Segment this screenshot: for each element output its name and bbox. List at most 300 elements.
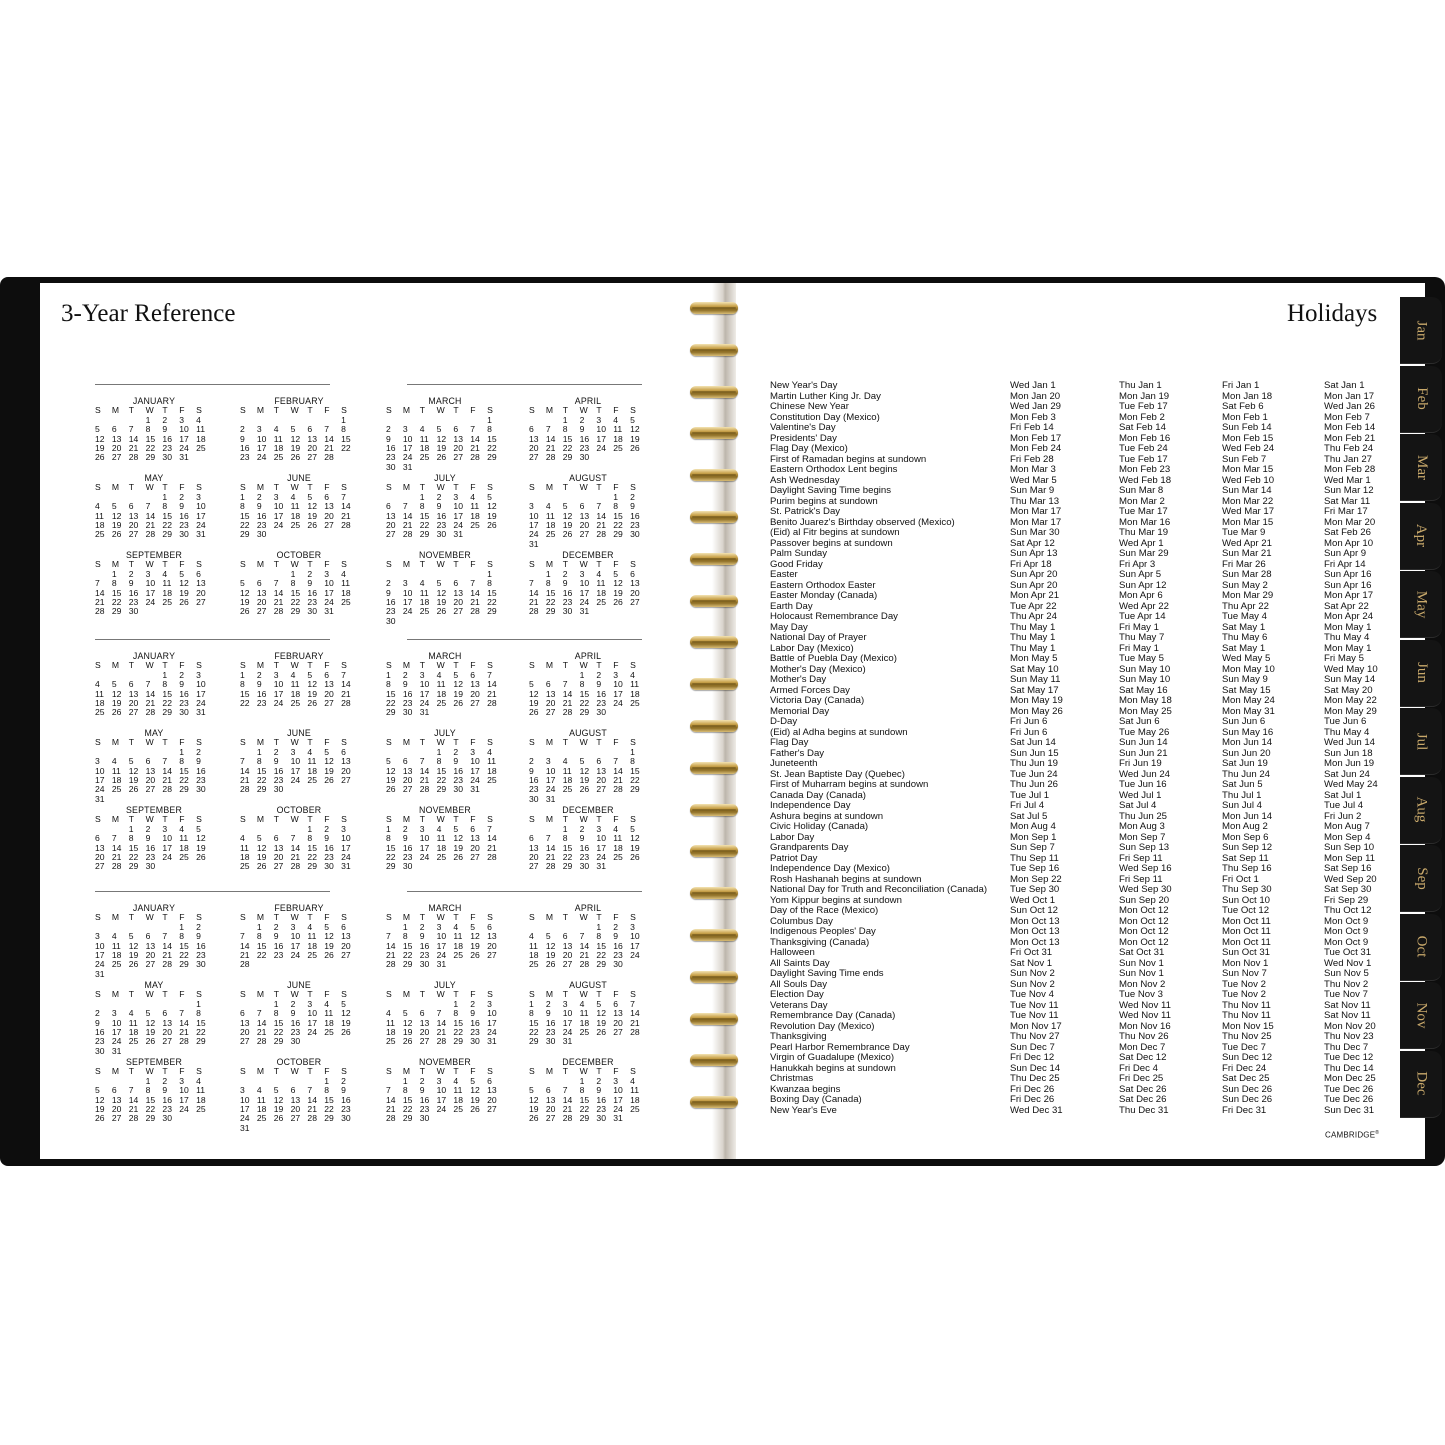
weekday-label: T	[128, 814, 134, 825]
calendar-day: 16	[128, 587, 139, 598]
weekday-label: S	[529, 912, 535, 923]
calendar-day: 8	[256, 931, 262, 942]
holiday-date: Thu Nov 11	[1222, 1010, 1271, 1021]
weekday-label: T	[453, 989, 459, 1000]
calendar-day: 9	[402, 833, 408, 844]
holiday-date: Sat May 1	[1222, 642, 1266, 654]
calendar-day: 15	[145, 1094, 156, 1105]
calendar-day: 18	[324, 1017, 334, 1028]
tab-oct[interactable]	[1400, 914, 1442, 981]
calendar-day: 30	[179, 529, 189, 540]
calendar-day: 12	[529, 1094, 539, 1105]
calendar-day: 24	[453, 520, 463, 531]
calendar-day: 16	[179, 510, 189, 521]
month-calendar	[529, 1058, 647, 1124]
calendar-day: 1	[402, 1075, 408, 1086]
holiday-date: Mon Aug 3	[1119, 821, 1165, 832]
calendar-day: 28	[562, 707, 573, 718]
weekday-label: T	[162, 405, 168, 416]
holiday-date: Sun Sep 7	[1010, 842, 1055, 853]
calendar-day: 15	[179, 765, 189, 776]
calendar-day: 25	[95, 707, 105, 718]
calendar-day: 20	[240, 1027, 250, 1038]
calendar-day: 12	[128, 765, 139, 776]
weekday-label: S	[196, 737, 202, 748]
weekday-label: T	[162, 482, 168, 493]
calendar-day: 12	[487, 501, 497, 512]
holiday-date: Mon Jan 20	[1010, 390, 1061, 402]
calendar-day: 11	[307, 931, 317, 942]
calendar-day: 12	[324, 931, 334, 942]
calendar-day: 14	[145, 510, 156, 521]
calendar-day: 19	[402, 1027, 413, 1038]
calendar-day: 11	[341, 578, 351, 589]
weekday-label: F	[324, 405, 330, 416]
calendar-day: 10	[613, 1085, 623, 1096]
calendar-day: 11	[256, 1094, 266, 1105]
weekday-label: F	[179, 482, 185, 493]
calendar-day: 26	[256, 861, 267, 872]
tab-apr[interactable]	[1400, 503, 1442, 570]
calendar-day: 23	[256, 698, 267, 709]
calendar-day: 16	[453, 765, 463, 776]
calendar-day: 18	[95, 520, 105, 531]
calendar-day: 8	[179, 931, 185, 942]
calendar-day: 24	[487, 1027, 497, 1038]
calendar-day: 29	[402, 1113, 413, 1124]
holiday-date: Sun May 16	[1222, 726, 1274, 738]
calendar-day: 14	[162, 940, 172, 951]
calendar-day: 12	[290, 433, 301, 444]
calendar-day: 13	[128, 688, 139, 699]
tab-jul[interactable]	[1400, 708, 1442, 775]
calendar-day: 31	[179, 452, 189, 463]
calendar-day: 14	[341, 501, 351, 512]
holiday-row	[770, 801, 1390, 812]
month-name: JULY	[434, 980, 456, 990]
calendar-day: 12	[453, 833, 463, 844]
holiday-date: Thu May 7	[1119, 632, 1165, 643]
calendar-day: 9	[596, 679, 602, 690]
month-name: DECEMBER	[562, 1057, 614, 1067]
calendar-day: 28	[470, 606, 480, 617]
weekday-label: W	[145, 814, 154, 825]
weekday-label: S	[529, 989, 535, 1000]
calendar-day: 31	[95, 793, 105, 804]
holiday-name: Juneteenth	[770, 758, 818, 769]
weekday-label: W	[145, 559, 154, 570]
month-grid	[529, 483, 647, 549]
month-name: JANUARY	[132, 903, 176, 913]
calendar-day: 26	[613, 597, 623, 608]
calendar-day: 18	[273, 443, 284, 454]
calendar-day: 2	[128, 568, 134, 579]
holiday-date: Sun Apr 20	[1010, 569, 1058, 580]
holiday-date: Tue Sep 30	[1010, 884, 1060, 895]
calendar-day: 24	[545, 784, 556, 795]
weekday-label: W	[436, 912, 445, 923]
holiday-date: Mon Oct 12	[1119, 905, 1169, 916]
holiday-date: Mon Nov 17	[1010, 1020, 1062, 1032]
calendar-day: 2	[613, 921, 619, 932]
calendar-day: 11	[196, 424, 206, 435]
calendar-day: 9	[596, 1085, 602, 1096]
calendar-day: 9	[273, 756, 279, 767]
holiday-date: Fri Dec 25	[1119, 1073, 1164, 1084]
holiday-date: Thu Mar 19	[1119, 527, 1169, 538]
weekday-label: W	[436, 482, 445, 493]
calendar-day: 21	[562, 698, 573, 709]
weekday-label: T	[596, 912, 602, 923]
calendar-day: 21	[162, 950, 172, 961]
holiday-date: Sat Jul 5	[1010, 810, 1048, 822]
holiday-date: Mon Mar 15	[1222, 516, 1274, 528]
calendar-day: 27	[529, 452, 539, 463]
calendar-day: 27	[579, 529, 590, 540]
holiday-date: Sun May 9	[1222, 674, 1268, 685]
calendar-day: 25	[111, 784, 122, 795]
calendar-day: 26	[453, 852, 463, 863]
weekday-label: M	[256, 912, 265, 923]
calendar-day: 5	[613, 568, 619, 579]
holiday-row	[770, 444, 1390, 455]
calendar-day: 13	[470, 679, 480, 690]
calendar-day: 22	[562, 443, 573, 454]
calendar-day: 7	[307, 1085, 313, 1096]
holiday-date: Tue Jun 24	[1010, 768, 1058, 780]
calendar-day: 7	[562, 679, 568, 690]
holiday-date: Tue Nov 2	[1222, 978, 1266, 990]
calendar-day: 25	[95, 529, 105, 540]
holiday-row	[770, 780, 1390, 791]
holiday-date: Sun Dec 12	[1222, 1052, 1273, 1063]
calendar-day: 1	[196, 998, 201, 1009]
calendar-day: 20	[273, 852, 284, 863]
calendar-day: 4	[562, 756, 568, 767]
calendar-day: 11	[562, 765, 572, 776]
calendar-day: 24	[402, 606, 413, 617]
month-calendar	[529, 652, 647, 718]
calendar-day: 21	[341, 688, 351, 699]
calendar-day: 14	[386, 1094, 396, 1105]
calendar-day: 21	[470, 443, 480, 454]
calendar-day: 9	[273, 931, 279, 942]
calendar-day: 29	[562, 861, 573, 872]
holiday-date: Mon Feb 28	[1324, 464, 1376, 475]
holiday-name: Day of the Race (Mexico)	[770, 905, 879, 916]
calendar-day: 12	[630, 833, 640, 844]
holiday-row	[770, 381, 1390, 392]
calendar-day: 12	[529, 688, 539, 699]
weekday-label: F	[179, 1066, 185, 1077]
calendar-day: 6	[273, 833, 279, 844]
holiday-date: Mon Feb 21	[1324, 432, 1376, 444]
calendar-day: 12	[256, 842, 267, 853]
holiday-date: Mon Apr 21	[1010, 590, 1060, 601]
weekday-label: S	[386, 989, 392, 1000]
holiday-date: Sun Jun 14	[1119, 737, 1168, 748]
tab-jun[interactable]	[1400, 640, 1442, 707]
calendar-day: 3	[273, 491, 279, 502]
calendar-day: 24	[273, 698, 284, 709]
calendar-day: 14	[470, 433, 480, 444]
weekday-label: M	[111, 559, 120, 570]
month-name: OCTOBER	[276, 805, 322, 815]
holiday-name: May Day	[770, 621, 808, 633]
tab-feb[interactable]	[1400, 366, 1442, 433]
holiday-date: Thu Jun 19	[1010, 758, 1059, 769]
calendar-day: 30	[419, 959, 430, 970]
calendar-day: 27	[111, 1113, 122, 1124]
calendar-day: 25	[386, 1036, 396, 1047]
calendar-day: 22	[111, 597, 122, 608]
holiday-date: Sun Oct 12	[1010, 905, 1058, 916]
calendar-day: 26	[630, 443, 640, 454]
calendar-day: 25	[273, 452, 284, 463]
calendar-day: 11	[596, 578, 606, 589]
calendar-day: 12	[307, 501, 317, 512]
calendar-day: 23	[453, 775, 463, 786]
weekday-label: T	[128, 989, 134, 1000]
calendar-day: 18	[196, 1094, 206, 1105]
weekday-label: M	[402, 1066, 411, 1077]
holiday-date: Sat Oct 31	[1119, 947, 1165, 958]
holiday-date: Mon Feb 7	[1324, 411, 1370, 423]
holiday-date: Mon Oct 13	[1010, 936, 1060, 948]
calendar-day: 25	[196, 1104, 206, 1115]
holiday-date: Mon Jun 14	[1222, 810, 1273, 822]
holiday-date: Sun May 11	[1010, 674, 1061, 685]
tab-nov[interactable]	[1400, 982, 1442, 1049]
holiday-date: Mon Apr 24	[1324, 611, 1374, 622]
calendar-day: 18	[419, 443, 430, 454]
calendar-day: 25	[562, 784, 573, 795]
weekday-label: S	[487, 482, 493, 493]
calendar-day: 23	[240, 452, 250, 463]
calendar-day: 21	[128, 443, 139, 454]
weekday-label: T	[596, 660, 602, 671]
calendar-day: 26	[324, 950, 334, 961]
calendar-day: 3	[179, 1075, 185, 1086]
holiday-date: Wed Jan 26	[1324, 401, 1376, 412]
calendar-day: 13	[545, 688, 556, 699]
tab-aug[interactable]	[1400, 777, 1442, 844]
holiday-date: Mon Dec 25	[1324, 1073, 1376, 1084]
holiday-date: Wed Sep 16	[1119, 863, 1172, 874]
calendar-day: 10	[111, 1017, 122, 1028]
holiday-row	[770, 392, 1390, 403]
calendar-day: 23	[341, 1104, 351, 1115]
holiday-date: Thu Nov 25	[1222, 1031, 1272, 1042]
calendar-day: 4	[196, 1075, 201, 1086]
holiday-date: Wed Jan 1	[1010, 380, 1056, 391]
holiday-date: Thu Sep 11	[1010, 852, 1059, 864]
holiday-name: Eastern Orthodox Lent begins	[770, 464, 898, 475]
weekday-label: F	[470, 989, 476, 1000]
calendar-day: 4	[111, 931, 117, 942]
holiday-row	[770, 1085, 1390, 1096]
weekday-label: S	[341, 912, 347, 923]
calendar-day: 5	[307, 669, 313, 680]
calendar-day: 17	[145, 587, 156, 598]
weekday-label: S	[341, 1066, 347, 1077]
holiday-date: Mon Mar 3	[1010, 464, 1056, 475]
calendar-day: 27	[145, 959, 156, 970]
calendar-day: 6	[240, 1008, 245, 1019]
tab-may[interactable]	[1400, 571, 1442, 638]
calendar-day: 21	[128, 1104, 139, 1115]
calendar-day: 14	[562, 1094, 573, 1105]
weekday-label: W	[145, 660, 154, 671]
holiday-date: Thu Dec 31	[1119, 1104, 1169, 1116]
year-divider	[407, 384, 642, 385]
calendar-day: 6	[630, 568, 635, 579]
calendar-day: 20	[145, 950, 156, 961]
weekday-label: M	[256, 559, 265, 570]
calendar-day: 16	[545, 1017, 556, 1028]
calendar-day: 27	[196, 597, 206, 608]
weekday-label: M	[545, 912, 554, 923]
weekday-label: S	[196, 482, 202, 493]
month-name: JULY	[434, 728, 456, 738]
calendar-day: 15	[630, 765, 640, 776]
holiday-date: Sat Sep 16	[1324, 863, 1372, 874]
calendar-day: 17	[256, 443, 267, 454]
calendar-day: 25	[128, 1036, 139, 1047]
calendar-day: 2	[402, 669, 408, 680]
holiday-date: Wed Dec 31	[1010, 1104, 1063, 1116]
holiday-date: Mon Jan 18	[1222, 390, 1273, 402]
calendar-day: 25	[613, 852, 623, 863]
month-grid	[386, 661, 504, 717]
calendar-day: 14	[402, 510, 413, 521]
tab-mar[interactable]	[1400, 434, 1442, 501]
weekday-label: S	[341, 559, 347, 570]
weekday-label: S	[529, 660, 535, 671]
calendar-day: 2	[453, 746, 459, 757]
holiday-name: Labor Day (Mexico)	[770, 642, 854, 654]
holiday-date: Mon Feb 17	[1010, 432, 1062, 444]
calendar-day: 11	[453, 931, 463, 942]
weekday-label: T	[596, 405, 602, 416]
calendar-day: 26	[596, 1027, 606, 1038]
calendar-day: 14	[307, 1094, 317, 1105]
holiday-name: National Day for Truth and Reconciliation (Canada)	[770, 884, 988, 895]
month-calendar	[240, 652, 358, 708]
calendar-day: 19	[529, 698, 539, 709]
calendar-day: 30	[596, 707, 606, 718]
calendar-day: 16	[386, 443, 396, 454]
calendar-day: 9	[579, 424, 585, 435]
calendar-day: 21	[562, 1104, 573, 1115]
weekday-label: M	[256, 737, 265, 748]
calendar-day: 31	[453, 529, 463, 540]
calendar-day: 4	[111, 756, 117, 767]
calendar-day: 15	[111, 587, 122, 598]
holiday-row	[770, 549, 1390, 560]
calendar-day: 4	[453, 1075, 459, 1086]
holiday-date: Sat Dec 26	[1119, 1094, 1167, 1105]
spiral-ring	[690, 762, 738, 774]
calendar-day: 28	[613, 784, 623, 795]
calendar-day: 19	[307, 688, 317, 699]
holiday-date: Sat Dec 26	[1119, 1083, 1167, 1095]
weekday-label: T	[128, 1066, 134, 1077]
calendar-day: 29	[419, 529, 430, 540]
calendar-day: 4	[487, 746, 492, 757]
weekday-label: M	[545, 989, 554, 1000]
calendar-day: 24	[562, 1027, 573, 1038]
calendar-day: 17	[290, 765, 301, 776]
calendar-day: 19	[324, 940, 334, 951]
calendar-day: 2	[436, 491, 442, 502]
calendar-day: 30	[630, 529, 640, 540]
tab-dec[interactable]	[1400, 1051, 1442, 1118]
calendar-day: 11	[579, 1008, 589, 1019]
month-grid	[240, 913, 358, 969]
holiday-date: Sat Sep 11	[1222, 852, 1269, 864]
calendar-day: 6	[111, 424, 117, 435]
calendar-day: 2	[240, 424, 245, 435]
month-name: FEBRUARY	[274, 903, 324, 913]
calendar-day: 24	[196, 698, 206, 709]
calendar-day: 2	[196, 921, 201, 932]
calendar-day: 17	[545, 775, 556, 786]
calendar-day: 5	[470, 1075, 476, 1086]
calendar-day: 5	[95, 1085, 100, 1096]
holiday-date: Sun Mar 14	[1222, 485, 1272, 496]
calendar-day: 28	[579, 959, 590, 970]
holiday-date: Sun Apr 20	[1010, 579, 1058, 591]
holiday-date: Sun Sep 13	[1119, 842, 1170, 853]
calendar-day: 10	[162, 833, 172, 844]
weekday-label: F	[179, 559, 185, 570]
calendar-day: 9	[419, 931, 425, 942]
calendar-day: 16	[273, 765, 284, 776]
tab-sep[interactable]	[1400, 845, 1442, 912]
calendar-day: 5	[529, 679, 534, 690]
calendar-day: 18	[436, 842, 447, 853]
holiday-date: Sun Mar 28	[1222, 569, 1272, 580]
holiday-name: Virgin of Guadalupe (Mexico)	[770, 1052, 895, 1063]
month-calendar	[386, 551, 504, 626]
calendar-day: 31	[95, 968, 105, 979]
calendar-day: 4	[419, 578, 425, 589]
month-grid	[95, 990, 213, 1056]
calendar-day: 2	[290, 998, 296, 1009]
holiday-date: Thu Nov 23	[1324, 1031, 1374, 1042]
tab-jan[interactable]	[1400, 297, 1442, 364]
calendar-day: 30	[596, 1113, 606, 1124]
holiday-row	[770, 486, 1390, 497]
holiday-name: Flag Day	[770, 737, 809, 748]
calendar-day: 4	[290, 491, 296, 502]
calendar-day: 18	[613, 433, 623, 444]
calendar-day: 9	[470, 1008, 476, 1019]
holiday-date: Sun Mar 8	[1119, 485, 1164, 496]
holiday-date: Fri Dec 26	[1010, 1083, 1055, 1095]
calendar-day: 24	[596, 852, 606, 863]
calendar-day: 20	[307, 443, 317, 454]
calendar-day: 30	[162, 1113, 172, 1124]
calendar-day: 4	[453, 921, 459, 932]
weekday-label: W	[290, 912, 299, 923]
weekday-label: S	[630, 912, 636, 923]
spiral-ring	[690, 386, 738, 398]
calendar-day: 11	[111, 940, 121, 951]
tab-label: Oct	[1413, 935, 1430, 958]
calendar-day: 7	[529, 578, 534, 589]
